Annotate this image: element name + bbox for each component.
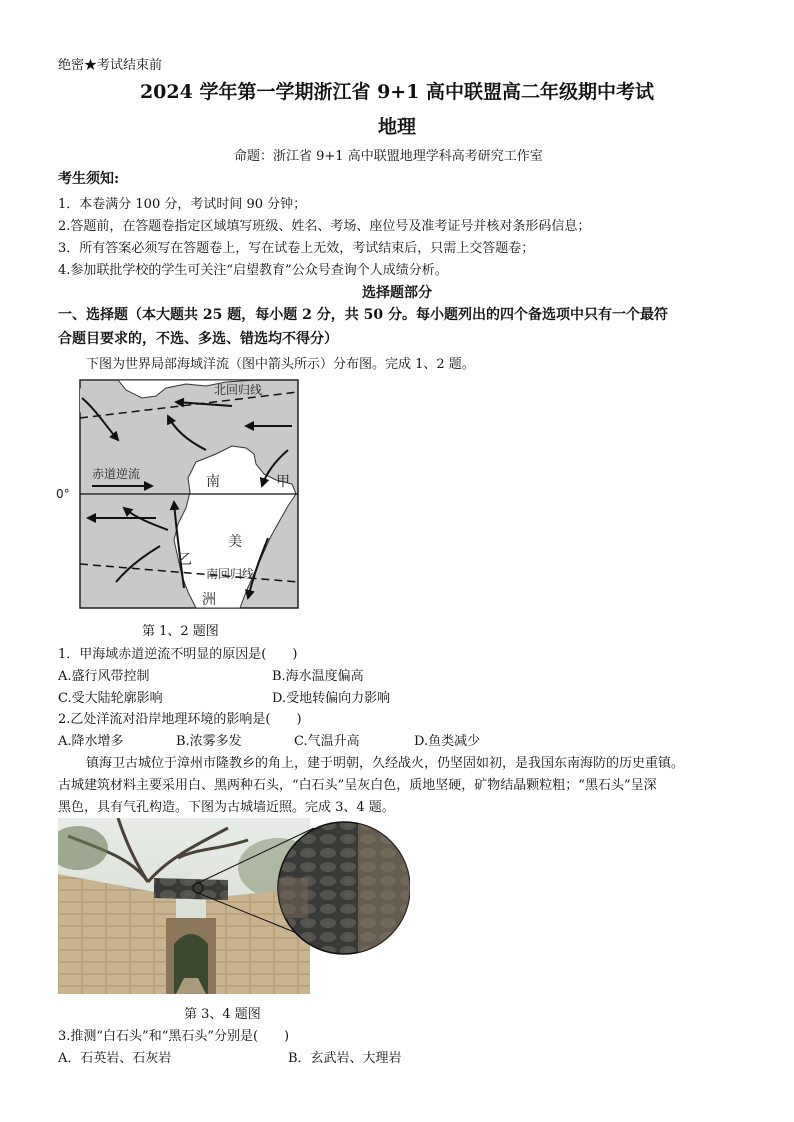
option-2a[interactable]: A.降水增多 [58, 734, 124, 749]
city-wall-photo [58, 818, 410, 996]
notice-item: 1．本卷满分 100 分，考试时间 90 分钟； [58, 197, 307, 212]
dark-stone-band [154, 878, 228, 900]
option-3a[interactable]: A．石英岩、石灰岩 [58, 1051, 172, 1066]
label-jia: 甲 [276, 474, 290, 490]
question-1-stem: 1．甲海域赤道逆流不明显的原因是( ) [58, 647, 298, 662]
option-3b[interactable]: B．玄武岩、大理岩 [288, 1051, 402, 1066]
option-2c[interactable]: C.气温升高 [294, 734, 360, 749]
notice-item: 4.参加联批学校的学生可关注“启望教育”公众号查询个人成绩分析。 [58, 263, 448, 278]
continent-label-2: 美 [228, 534, 242, 550]
tropic-north-label: 北回归线 [214, 383, 263, 397]
subject-title: 地理 [377, 116, 416, 138]
option-1a[interactable]: A.盛行风带控制 [58, 669, 150, 684]
author-line: 命题：浙江省 9+1 高中联盟地理学科高考研究工作室 [234, 149, 543, 164]
continent-label-3: 洲 [202, 592, 216, 608]
counter-current-label: 赤道逆流 [92, 467, 141, 481]
question-intro: 下图为世界局部海域洋流（图中箭头所示）分布图。完成 1、2 题。 [86, 357, 475, 372]
secret-mark: 绝密★考试结束前 [58, 58, 163, 73]
passage-line: 镇海卫古城位于漳州市隆教乡的角上，建于明朝，久经战火，仍坚固如初，是我国东南海防的历史重镇。 [86, 756, 685, 771]
notice-item: 3．所有答案必须写在答题卷上，写在试卷上无效，考试结束后，只需上交答题卷； [58, 241, 535, 256]
passage-line: 古城建筑材料主要采用白、黑两种石头，“白石头”呈灰白色，质地坚硬，矿物结晶颗粒粗；“黑石头”呈深 [58, 778, 657, 793]
tropic-south-label: 南回归线 [206, 567, 255, 581]
notice-heading: 考生须知: [58, 171, 120, 187]
photo-caption: 第 3、4 题图 [184, 1007, 261, 1022]
option-1c[interactable]: C.受大陆轮廓影响 [58, 691, 163, 706]
part-instructions: 一、选择题（本大题共 25 题，每小题 2 分，共 50 分。每小题列出的四个备选项中只有一个最符 [58, 307, 668, 323]
equator-label: 0° [56, 487, 70, 501]
option-1b[interactable]: B.海水温度偏高 [272, 669, 364, 684]
part-instructions-cont: 合题目要求的，不选、多选、错选均不得分） [58, 331, 338, 347]
question-2-stem: 2.乙处洋流对沿岸地理环境的影响是( ) [58, 712, 302, 727]
exam-title: 2024 学年第一学期浙江省 9+1 高中联盟高二年级期中考试 [139, 81, 655, 103]
continent-label-1: 南 [206, 474, 220, 490]
option-1d[interactable]: D.受地转偏向力影响 [272, 691, 391, 706]
option-2b[interactable]: B.浓雾多发 [176, 734, 242, 749]
notice-item: 2.答题前，在答题卷指定区域填写班级、姓名、考场、座位号及准考证号并核对条形码信息； [58, 219, 591, 234]
question-3-stem: 3.推测“白石头”和“黑石头”分别是( ) [58, 1029, 290, 1044]
section-title: 选择题部分 [362, 285, 432, 301]
ocean-current-map [56, 378, 306, 612]
label-yi: 乙 [178, 552, 192, 568]
map-caption: 第 1、2 题图 [142, 624, 219, 639]
option-2d[interactable]: D.鱼类减少 [414, 734, 481, 749]
passage-line: 黑色，具有气孔构造。下图为古城墙近照。完成 3、4 题。 [58, 800, 395, 815]
